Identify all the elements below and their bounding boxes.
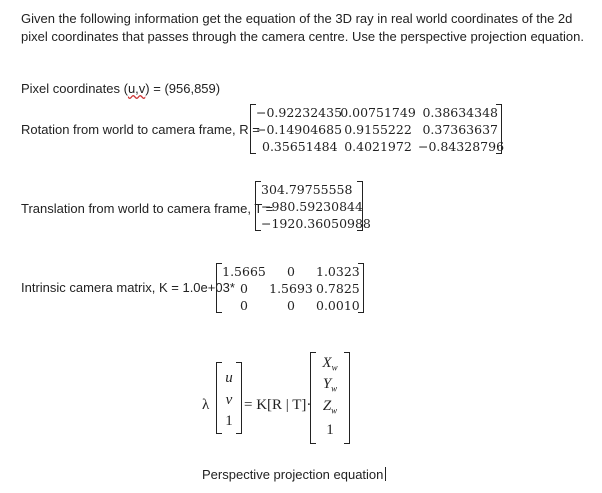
vector-zw <box>310 398 350 416</box>
translation-label: Translation from world to camera frame, T = <box>21 201 274 216</box>
projection-operator: = K[R | T]· <box>244 397 312 413</box>
vector-z-letter: Z <box>322 398 332 414</box>
vector-u: u <box>225 370 233 386</box>
rotation-cell: −0.14904685 <box>256 122 343 137</box>
text-cursor <box>385 467 386 481</box>
rotation-bracket-right <box>496 104 502 154</box>
intrinsic-bracket-left <box>216 263 222 313</box>
rotation-cell: 0.38634348 <box>422 105 498 120</box>
problem-line-2: pixel coordinates that passes through the camera centre. Use the perspective projection equation. <box>21 29 584 44</box>
vector-v: v <box>225 392 233 408</box>
caption-text: Perspective projection equation <box>202 467 384 482</box>
lambda-symbol: λ <box>202 397 210 413</box>
intrinsic-bracket-right <box>358 263 364 313</box>
pixel-label-suffix: ) = (956,859) <box>145 81 221 96</box>
rotation-label: Rotation from world to camera frame, R = <box>21 122 260 137</box>
rotation-bracket-left <box>250 104 256 154</box>
pixel-coordinates-label <box>21 81 220 97</box>
problem-statement <box>21 10 584 46</box>
rotation-cell: 0.37363637 <box>422 122 498 137</box>
rotation-cell: −0.84328796 <box>418 139 505 154</box>
pixel-label-prefix: Pixel coordinates ( <box>21 81 128 96</box>
rotation-matrix <box>250 104 505 154</box>
vector-y-letter: Y <box>322 376 332 392</box>
intrinsic-cell: 0 <box>240 281 248 296</box>
intrinsic-label: Intrinsic camera matrix, K = 1.0e+03* <box>21 280 235 295</box>
vector-xw <box>310 355 350 373</box>
rotation-cell: −0.92232435 <box>256 105 343 120</box>
caption <box>202 467 386 483</box>
translation-cell: −980.59230844 <box>261 199 363 214</box>
pixel-homogeneous-vector <box>216 362 242 434</box>
rotation-cell: 0.35651484 <box>262 139 338 154</box>
intrinsic-cell: 0 <box>287 298 295 313</box>
rotation-cell: 0.00751749 <box>340 105 416 120</box>
translation-cell: 304.79755558 <box>261 182 353 197</box>
intrinsic-cell: 0.7825 <box>316 281 360 296</box>
problem-line-1: Given the following information get the equation of the 3D ray in real world coordinates of the 2d <box>21 11 573 26</box>
rotation-cell: 0.4021972 <box>344 139 412 154</box>
intrinsic-cell: 1.5693 <box>269 281 313 296</box>
translation-bracket-right <box>357 181 363 231</box>
vector-w-subscript: w <box>331 405 338 416</box>
vector-w-subscript: w <box>331 362 338 373</box>
intrinsic-cell: 0.0010 <box>316 298 360 313</box>
rotation-cell: 0.9155222 <box>344 122 412 137</box>
vector-x-letter: X <box>322 355 332 371</box>
translation-vector <box>255 181 371 231</box>
intrinsic-cell: 0 <box>240 298 248 313</box>
translation-bracket-left <box>255 181 261 231</box>
world-homogeneous-vector <box>310 352 350 444</box>
vector-one-world: 1 <box>326 422 334 438</box>
translation-cell: −1920.36050988 <box>261 216 371 231</box>
pixel-label-uv: u,v <box>127 81 146 96</box>
intrinsic-cell: 0 <box>287 264 295 279</box>
vector-yw <box>310 376 350 394</box>
vector-w-subscript: w <box>331 383 338 394</box>
intrinsic-cell: 1.0323 <box>316 264 360 279</box>
intrinsic-matrix <box>216 263 364 313</box>
vector-one: 1 <box>225 413 233 429</box>
intrinsic-cell: 1.5665 <box>222 264 266 279</box>
